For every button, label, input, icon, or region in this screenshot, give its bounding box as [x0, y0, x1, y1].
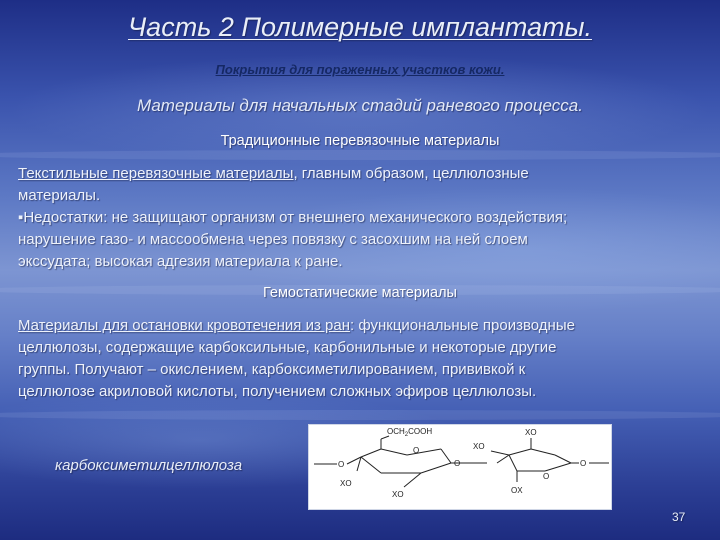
formula-label-xo: XO: [473, 442, 485, 451]
page-number: 37: [672, 510, 686, 524]
background-stripe: [0, 150, 720, 160]
section1-body: [18, 163, 708, 273]
stage-heading: Материалы для начальных стадий раневого процесса.: [137, 96, 583, 115]
formula-label-o: O: [580, 459, 587, 468]
formula-label-o: O: [413, 446, 420, 455]
section2-line: целлюлозе акриловой кислоты, получением сложных эфиров целлюлозы.: [18, 383, 537, 400]
formula-label-o: O: [454, 459, 461, 468]
formula-label-xo: XO: [525, 428, 537, 437]
section2-line: [18, 315, 708, 337]
section1-heading: Традиционные перевязочные материалы: [220, 133, 500, 149]
chemical-structure: [308, 424, 612, 510]
formula-caption: карбоксиметилцеллюлоза: [55, 457, 243, 474]
section2-line: группы. Получают – окислением, карбоксиметилированием, прививкой к: [18, 361, 526, 378]
slide-title: Часть 2 Полимерные имплантаты.: [128, 12, 592, 42]
section1-lead-rest: , главным образом, целлюлозные: [293, 165, 529, 182]
section2-heading: Гемостатические материалы: [263, 285, 457, 301]
section2-line: целлюлозы, содержащие карбоксильные, карбонильные и некоторые другие: [18, 339, 557, 356]
section1-lead-underlined: Текстильные перевязочные материалы: [18, 165, 294, 182]
section2-body: [18, 315, 708, 403]
section1-line: материалы.: [18, 187, 101, 204]
formula-label-xo: XO: [392, 490, 404, 499]
section1-line: нарушение газо- и массообмена через повязку с засохшим на ней слоем: [18, 231, 528, 248]
section2-lead-rest: : функциональные производные: [349, 317, 575, 334]
section2-lead-underlined: Материалы для остановки кровотечения из ран: [18, 317, 350, 334]
structure-drawing: [309, 425, 611, 509]
formula-label-o: O: [338, 460, 345, 469]
formula-label-ox: OX: [511, 486, 523, 495]
section1-line: экссудата; высокая адгезия материала к ране.: [18, 253, 343, 270]
formula-label-o: O: [543, 472, 550, 481]
slide-subtitle: Покрытия для пораженных участков кожи.: [215, 62, 505, 77]
background-stripe: [0, 410, 720, 420]
formula-label-xo: XO: [340, 479, 352, 488]
section1-line: [18, 163, 708, 185]
formula-label-och2cooh: $OCH_2COOH$: [387, 427, 433, 438]
section1-bullet: ▪Недостатки: не защищают организм от внешнего механического воздействия;: [18, 209, 568, 226]
